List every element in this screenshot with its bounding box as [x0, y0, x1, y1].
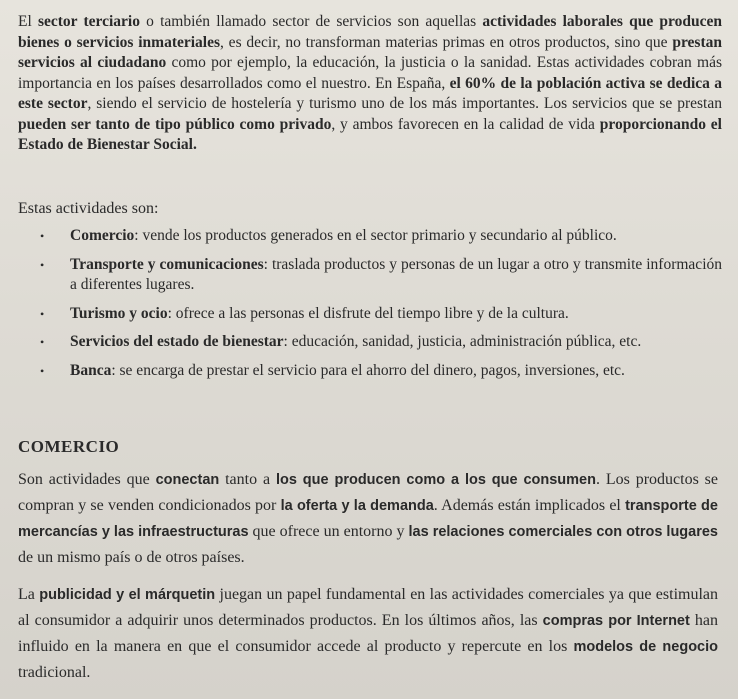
text-bold: pueden ser tanto de tipo público como privado — [18, 115, 332, 133]
text-bold: prestan servicios al ciudadano — [18, 33, 722, 71]
text-bold: modelos de negocio — [573, 639, 718, 655]
list-text: : se encarga de prestar el servicio para el ahorro del dinero, pagos, inversiones, etc. — [111, 361, 625, 379]
text: , es decir, no transforman materias primas en otros productos, sino que — [220, 33, 673, 51]
text: , siendo el servicio de hostelería y turismo uno de los más importantes. Los servicios que se prestan — [87, 95, 722, 112]
list-term: Comercio — [70, 227, 135, 244]
bullet-icon: • — [40, 306, 45, 321]
list-text: : ofrece a las personas el disfrute del tiempo libre y de la cultura. — [167, 304, 569, 322]
list-item — [18, 226, 722, 247]
text: o también llamado sector de servicios son aquellas — [139, 13, 483, 30]
list-item — [18, 255, 722, 296]
text-bold: publicidad y el márquetin — [39, 587, 216, 603]
text-bold: los que producen como a los que consumen — [275, 472, 596, 488]
comercio-paragraph-2 — [18, 582, 718, 686]
text-bold: las relaciones comerciales con otros lugares — [408, 524, 718, 540]
bullet-icon: • — [40, 257, 45, 272]
comercio-paragraph-1 — [18, 467, 718, 571]
text-bold: el 60% de la población activa se dedica a este sector — [18, 74, 722, 112]
section-title: COMERCIO — [18, 437, 120, 456]
list-intro: Estas actividades son: — [18, 200, 159, 217]
list-item — [18, 332, 722, 353]
text: tanto a — [219, 471, 276, 488]
text-bold: transporte de mercancías y las infraestructuras — [18, 498, 718, 540]
text: han influido en la manera en que el consumidor accede al producto y repercute en los — [18, 612, 718, 655]
list-term: Banca — [70, 361, 112, 379]
bullet-icon: • — [40, 363, 45, 378]
text-bold: proporcionando el Estado de Bienestar Social. — [18, 115, 722, 153]
bullet-icon: • — [40, 229, 45, 243]
text: . Los productos se compran y se venden condicionados por — [18, 471, 719, 514]
list-item — [18, 361, 722, 382]
activities-list — [18, 226, 722, 389]
text: tradicional. — [18, 664, 91, 681]
text: La — [18, 586, 40, 603]
list-text: : traslada productos y personas de un lugar a otro y transmite información a diferentes lugares. — [70, 255, 722, 293]
bullet-icon: • — [40, 335, 45, 349]
text: como por ejemplo, la educación, la justicia o la sanidad. Estas actividades cobran más importancia en los países desarrollados como el nuestro. En España, — [18, 54, 722, 92]
text: . Además están implicados el — [433, 497, 626, 514]
text-bold: compras por Internet — [542, 613, 690, 629]
list-term: Turismo y ocio — [70, 304, 168, 322]
text-bold: la oferta y la demanda — [280, 498, 434, 514]
text: que ofrece un entorno y — [248, 523, 409, 540]
text: , y ambos favorecen en la calidad de vida — [331, 115, 600, 133]
text-bold: sector terciario — [37, 13, 140, 30]
list-term: Transporte y comunicaciones — [70, 255, 264, 273]
text: El — [18, 13, 38, 30]
text: juegan un papel fundamental en las actividades comerciales ya que estimulan al consumidor a adquirir unos determinados productos. En los últimos años, las — [18, 586, 719, 629]
list-text: : educación, sanidad, justicia, administración pública, etc. — [283, 333, 642, 350]
list-text: : vende los productos generados en el sector primario y secundario al público. — [134, 227, 617, 244]
list-term: Servicios del estado de bienestar — [70, 333, 284, 350]
text-bold: actividades laborales que producen bienes o servicios inmateriales — [18, 13, 722, 51]
intro-paragraph — [18, 12, 722, 156]
text: Son actividades que — [18, 471, 156, 488]
text-bold: conectan — [155, 472, 220, 488]
list-item — [18, 304, 722, 325]
text: de un mismo país o de otros países. — [18, 549, 245, 566]
